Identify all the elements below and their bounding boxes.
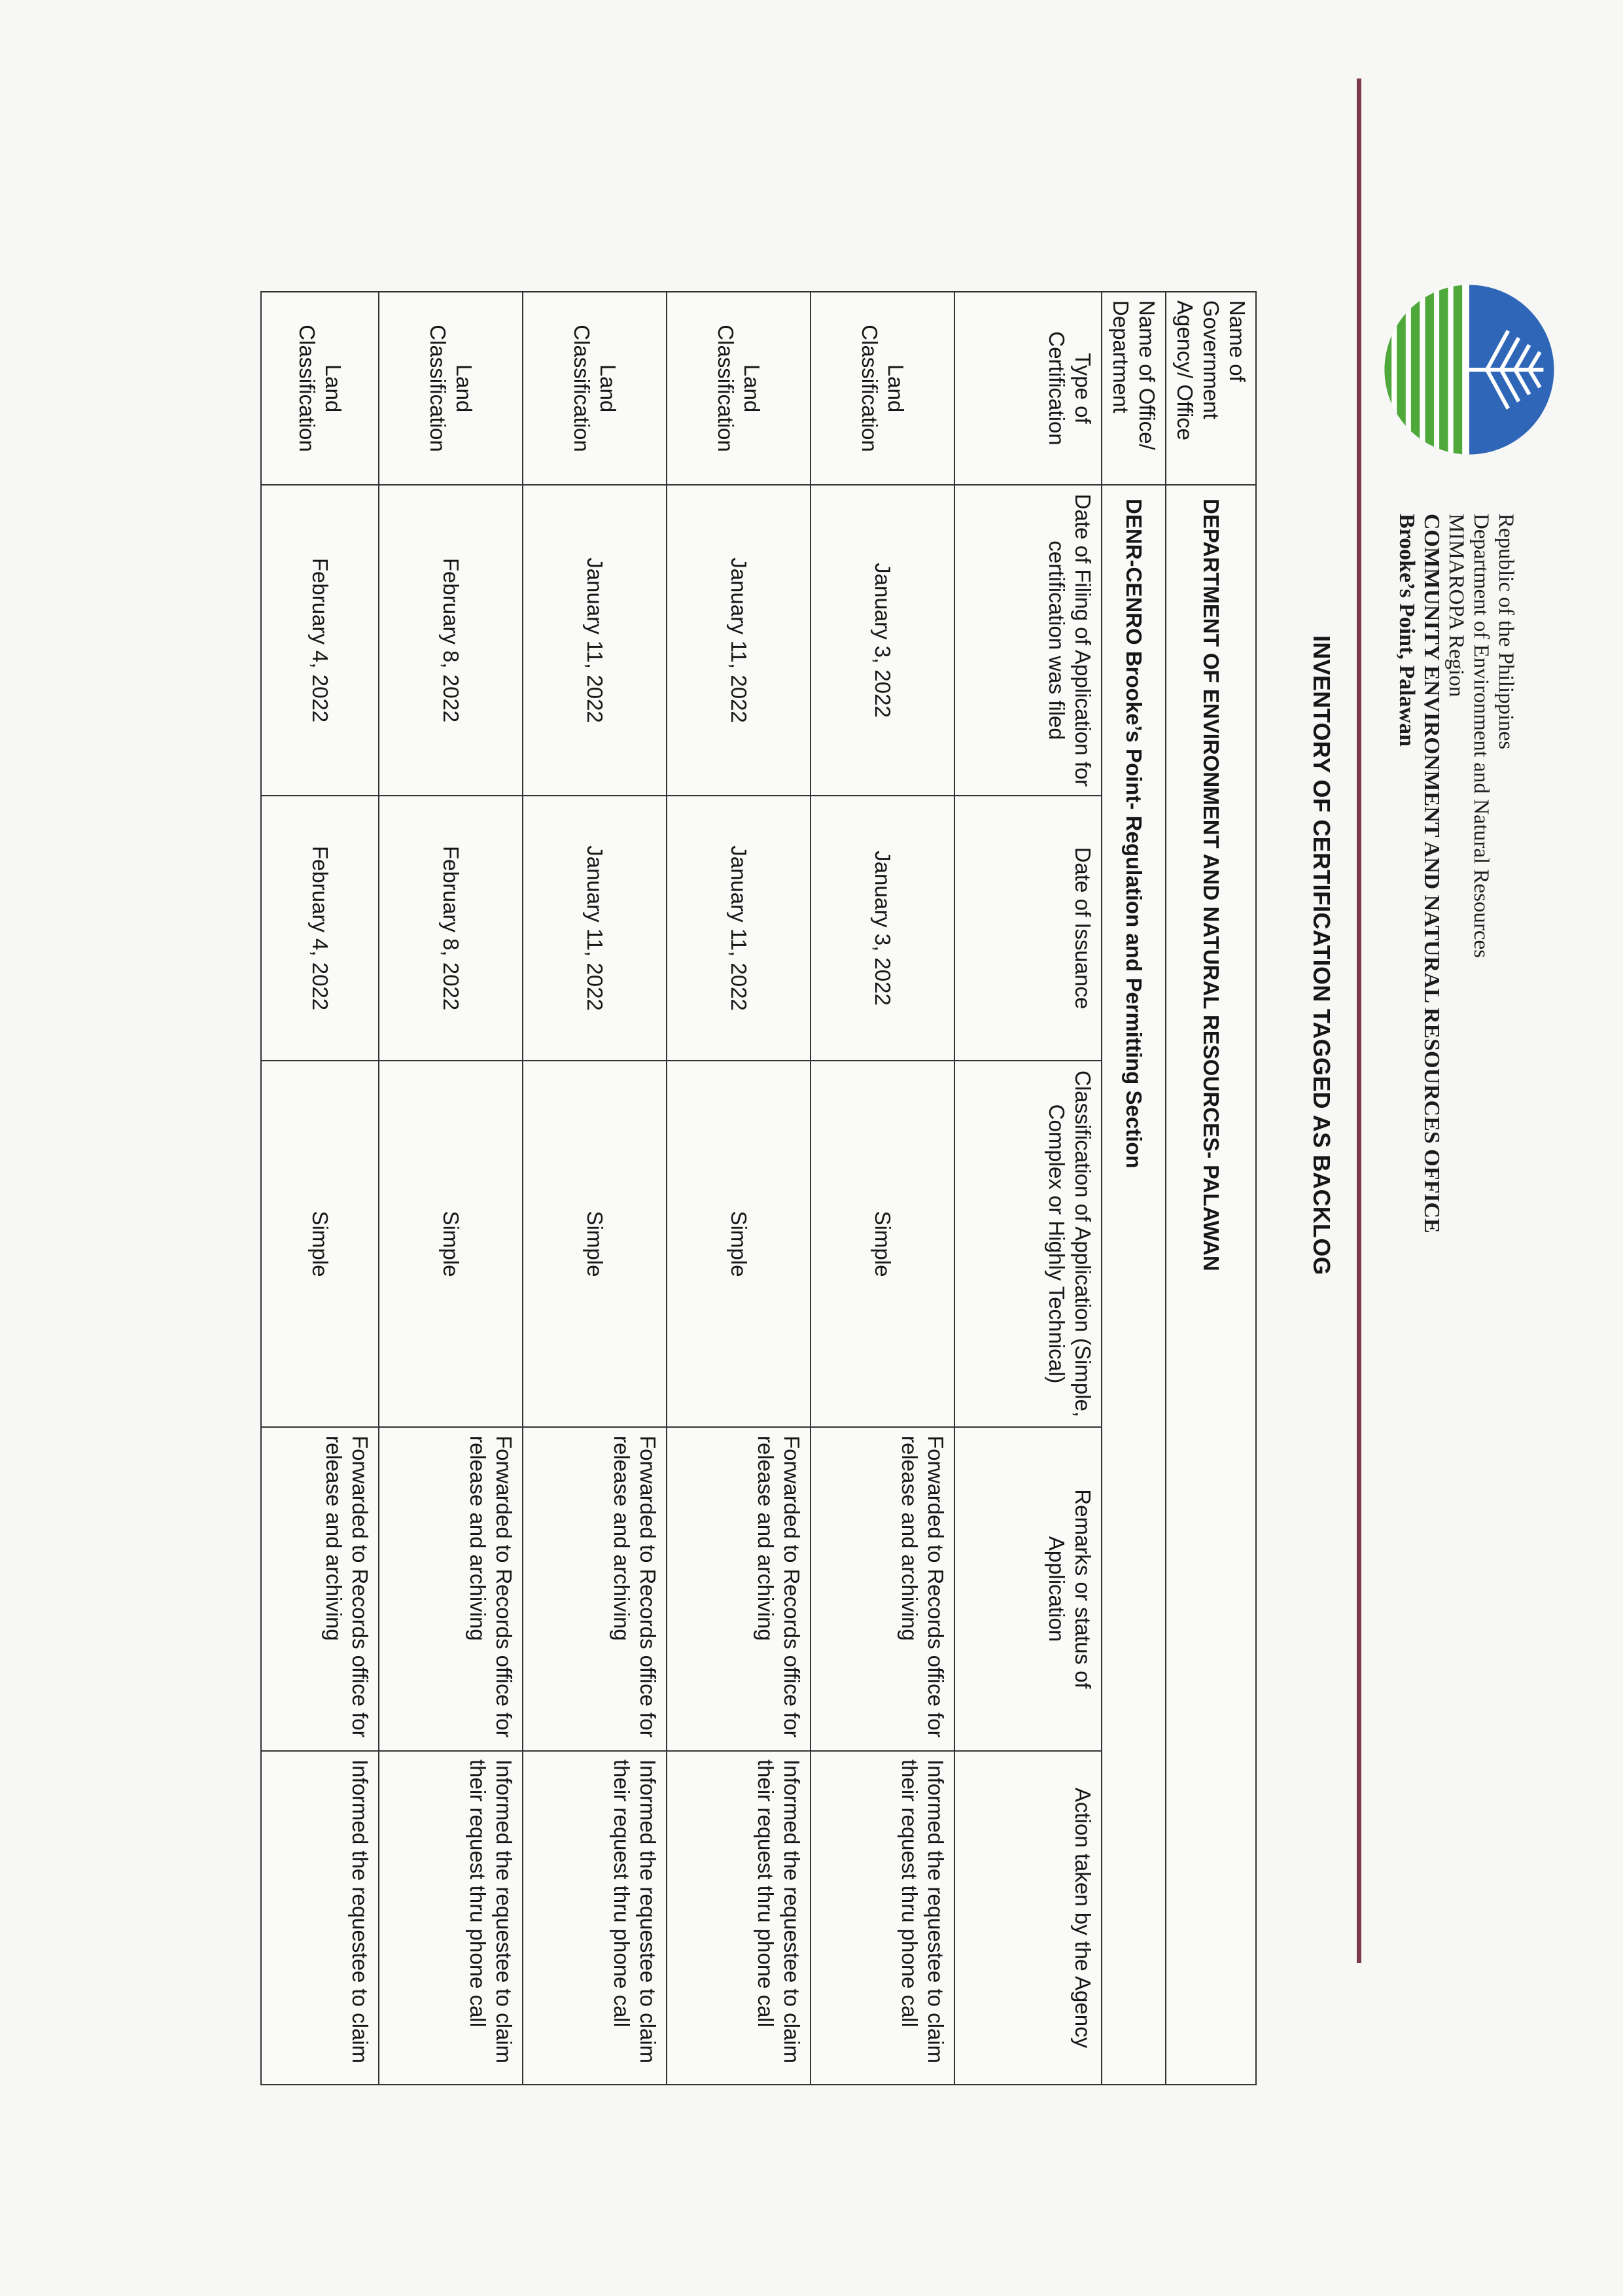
cell-date-filing: January 11, 2022 xyxy=(667,485,811,796)
header-classification: Classification of Application (Simple, Complex or Highly Technical) xyxy=(954,1061,1102,1427)
cell-classification: Simple xyxy=(379,1061,523,1427)
agency-row xyxy=(1166,292,1256,2085)
region-line: MIMAROPA Region xyxy=(1444,514,1468,698)
office-value: DENR-CENRO Brooke’s Point- Regulation and Permitting Section xyxy=(1102,485,1166,2085)
office-label: Name of Office/ Department xyxy=(1102,292,1166,485)
cell-type: Land Classification xyxy=(379,292,523,485)
cell-action: Informed the requestee to claim their request thru phone call xyxy=(379,1751,523,2085)
cell-classification: Simple xyxy=(667,1061,811,1427)
cell-type: Land Classification xyxy=(667,292,811,485)
cell-date-filing: January 3, 2022 xyxy=(811,485,954,796)
header-action: Action taken by the Agency xyxy=(954,1751,1102,2085)
cell-action: Informed the requestee to claim their request thru phone call xyxy=(523,1751,667,2085)
cell-classification: Simple xyxy=(523,1061,667,1427)
header-date-filing: Date of Filing of Application for certification was filed xyxy=(954,485,1102,796)
table-row xyxy=(379,292,523,2085)
table-row xyxy=(811,292,954,2085)
cell-date-filing: February 4, 2022 xyxy=(261,485,379,796)
cell-classification: Simple xyxy=(261,1061,379,1427)
cell-remarks: Forwarded to Records office for release and archiving xyxy=(379,1427,523,1751)
cell-remarks: Forwarded to Records office for release and archiving xyxy=(523,1427,667,1751)
cell-action: Informed the requestee to claim their request thru phone call xyxy=(811,1751,954,2085)
header-row xyxy=(954,292,1102,2085)
agency-label: Name of Government Agency/ Office xyxy=(1166,292,1256,485)
header-type: Type of Certification xyxy=(954,292,1102,485)
cell-remarks: Forwarded to Records office for release and archiving xyxy=(811,1427,954,1751)
denr-logo-icon xyxy=(1381,281,1558,458)
cell-date-issuance: February 8, 2022 xyxy=(379,796,523,1061)
letterhead xyxy=(1361,281,1558,1983)
location-line: Brooke’s Point, Palawan xyxy=(1395,514,1419,747)
agency-value: DEPARTMENT OF ENVIRONMENT AND NATURAL RESOURCES- PALAWAN xyxy=(1166,485,1256,2085)
cell-date-filing: February 8, 2022 xyxy=(379,485,523,796)
cell-date-issuance: January 11, 2022 xyxy=(523,796,667,1061)
cell-remarks: Forwarded to Records office for release and archiving xyxy=(261,1427,379,1751)
cell-action: Informed the requestee to claim xyxy=(261,1751,379,2085)
country-line: Republic of the Philippines xyxy=(1494,514,1518,750)
cell-date-issuance: January 11, 2022 xyxy=(667,796,811,1061)
cell-type: Land Classification xyxy=(811,292,954,485)
cell-classification: Simple xyxy=(811,1061,954,1427)
letterhead-text xyxy=(1394,514,1518,1233)
header-remarks: Remarks or status of Application xyxy=(954,1427,1102,1751)
header-rule xyxy=(1357,79,1361,1963)
cell-type: Land Classification xyxy=(261,292,379,485)
cell-date-issuance: January 3, 2022 xyxy=(811,796,954,1061)
document-title: INVENTORY OF CERTIFICATION TAGGED AS BACKLOG xyxy=(1308,635,1335,1275)
cell-date-filing: January 11, 2022 xyxy=(523,485,667,796)
office-line: COMMUNITY ENVIRONMENT AND NATURAL RESOURCES OFFICE xyxy=(1420,514,1444,1233)
cell-type: Land Classification xyxy=(523,292,667,485)
table-row xyxy=(667,292,811,2085)
department-line: Department of Environment and Natural Resources xyxy=(1469,514,1493,959)
office-row xyxy=(1102,292,1166,2085)
header-date-issuance: Date of Issuance xyxy=(954,796,1102,1061)
cell-remarks: Forwarded to Records office for release and archiving xyxy=(667,1427,811,1751)
table-row xyxy=(261,292,379,2085)
inventory-table xyxy=(260,291,1257,2085)
cell-action: Informed the requestee to claim their request thru phone call xyxy=(667,1751,811,2085)
table-row xyxy=(523,292,667,2085)
cell-date-issuance: February 4, 2022 xyxy=(261,796,379,1061)
